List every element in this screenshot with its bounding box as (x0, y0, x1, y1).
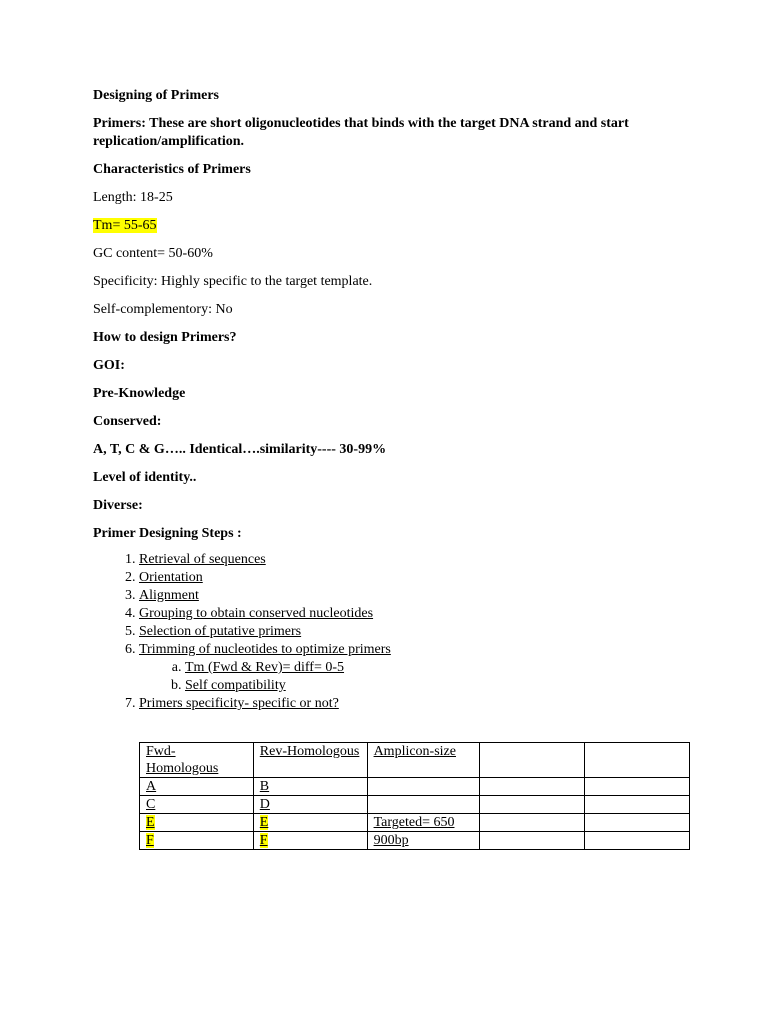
identity-line: A, T, C & G….. Identical….similarity---- 30-99% (93, 442, 387, 457)
table-cell: E (140, 814, 254, 832)
table-cell (480, 814, 584, 832)
list-item: 7. Primers specificity- specific or not? (139, 695, 673, 713)
table-cell (367, 796, 480, 814)
table-cell (480, 796, 584, 814)
list-item: 6. Trimming of nucleotides to optimize primers a. Tm (Fwd & Rev)= diff= 0-5 b. Self compatibility (139, 641, 673, 695)
steps-list (93, 551, 673, 713)
tm-line-highlighted: Tm= 55-65 (93, 218, 157, 233)
list-item: 4. Grouping to obtain conserved nucleotides (139, 605, 673, 623)
substeps-list (139, 659, 673, 695)
table-cell (584, 796, 689, 814)
table-cell: F (140, 832, 254, 850)
table-cell: C (140, 796, 254, 814)
how-to-design-heading: How to design Primers? (93, 330, 237, 345)
table-cell (480, 743, 584, 778)
goi-label: GOI: (93, 358, 125, 373)
primer-definition: Primers: These are short oligonucleotides that binds with the target DNA strand and start replication/amplification. (93, 116, 629, 149)
table-cell (584, 778, 689, 796)
table-cell (584, 814, 689, 832)
table-cell: Rev-Homologous (253, 743, 367, 778)
table-cell: A (140, 778, 254, 796)
table-cell: 900bp (367, 832, 480, 850)
table-cell (584, 743, 689, 778)
table-cell (480, 778, 584, 796)
table-cell: Targeted= 650 (367, 814, 480, 832)
table-cell: F (253, 832, 367, 850)
table-row (140, 778, 690, 796)
table-cell: E (253, 814, 367, 832)
list-item: 2. Orientation (139, 569, 673, 587)
self-complementary-line: Self-complementory: No (93, 302, 233, 317)
list-item: 5. Selection of putative primers (139, 623, 673, 641)
characteristics-heading: Characteristics of Primers (93, 162, 251, 177)
diverse-label: Diverse: (93, 498, 143, 513)
table-cell: B (253, 778, 367, 796)
primer-table (139, 742, 690, 850)
conserved-label: Conserved: (93, 414, 162, 429)
document-title: Designing of Primers (93, 88, 219, 103)
table-header-row (140, 743, 690, 778)
table-cell: Amplicon-size (367, 743, 480, 778)
level-identity-label: Level of identity.. (93, 470, 197, 485)
pre-knowledge-label: Pre-Knowledge (93, 386, 186, 401)
length-line: Length: 18-25 (93, 190, 173, 205)
specificity-line: Specificity: Highly specific to the target template. (93, 274, 373, 289)
list-item: a. Tm (Fwd & Rev)= diff= 0-5 (185, 659, 673, 677)
list-item: b. Self compatibility (185, 677, 673, 695)
list-item: 3. Alignment (139, 587, 673, 605)
table-cell (480, 832, 584, 850)
table-row (140, 796, 690, 814)
table-cell (584, 832, 689, 850)
gc-content-line: GC content= 50-60% (93, 246, 213, 261)
table-cell: Fwd-Homologous (140, 743, 254, 778)
steps-heading: Primer Designing Steps : (93, 526, 242, 541)
list-item: 1. Retrieval of sequences (139, 551, 673, 569)
table-row (140, 814, 690, 832)
table-row (140, 832, 690, 850)
table-cell: D (253, 796, 367, 814)
document-body (93, 87, 673, 713)
table-cell (367, 778, 480, 796)
